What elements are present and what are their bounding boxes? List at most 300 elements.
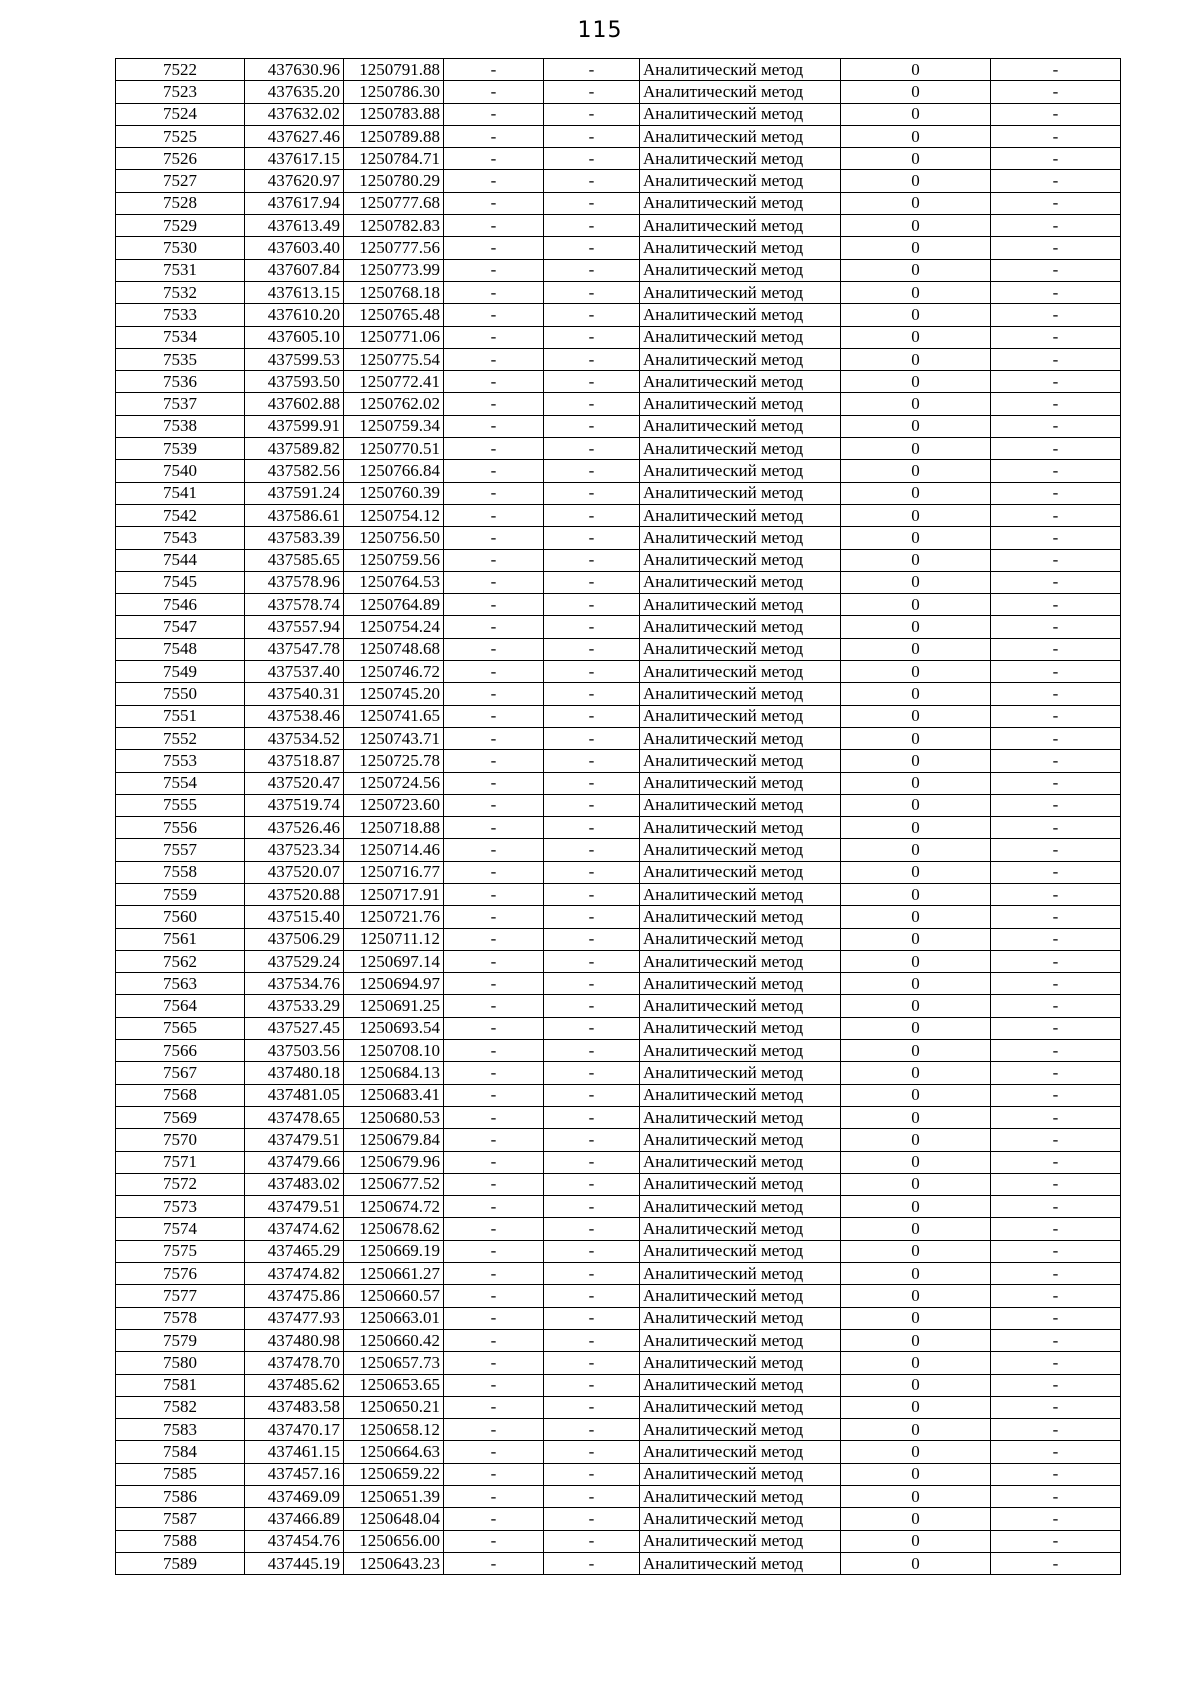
dash-cell: - bbox=[544, 393, 640, 415]
x-coordinate-cell: 437465.29 bbox=[245, 1240, 344, 1262]
dash-cell: - bbox=[544, 549, 640, 571]
y-coordinate-cell: 1250743.71 bbox=[344, 727, 444, 749]
x-coordinate-cell: 437533.29 bbox=[245, 995, 344, 1017]
x-coordinate-cell: 437474.82 bbox=[245, 1263, 344, 1285]
dash-cell: - bbox=[991, 705, 1121, 727]
dash-cell: - bbox=[991, 661, 1121, 683]
table-row bbox=[116, 1017, 1121, 1039]
point-number-cell: 7529 bbox=[116, 215, 245, 237]
table-row bbox=[116, 1419, 1121, 1441]
dash-cell: - bbox=[444, 1463, 544, 1485]
dash-cell: - bbox=[444, 1084, 544, 1106]
dash-cell: - bbox=[544, 1329, 640, 1351]
dash-cell: - bbox=[544, 215, 640, 237]
dash-cell: - bbox=[444, 638, 544, 660]
table-row bbox=[116, 1307, 1121, 1329]
dash-cell: - bbox=[444, 348, 544, 370]
dash-cell: - bbox=[444, 950, 544, 972]
method-cell: Аналитический метод bbox=[640, 1084, 841, 1106]
dash-cell: - bbox=[444, 393, 544, 415]
point-number-cell: 7546 bbox=[116, 594, 245, 616]
table-row bbox=[116, 1552, 1121, 1574]
dash-cell: - bbox=[991, 460, 1121, 482]
x-coordinate-cell: 437454.76 bbox=[245, 1530, 344, 1552]
x-coordinate-cell: 437602.88 bbox=[245, 393, 344, 415]
dash-cell: - bbox=[991, 527, 1121, 549]
y-coordinate-cell: 1250697.14 bbox=[344, 950, 444, 972]
dash-cell: - bbox=[991, 1285, 1121, 1307]
value-cell: 0 bbox=[841, 326, 991, 348]
method-cell: Аналитический метод bbox=[640, 304, 841, 326]
point-number-cell: 7587 bbox=[116, 1508, 245, 1530]
dash-cell: - bbox=[444, 861, 544, 883]
point-number-cell: 7559 bbox=[116, 883, 245, 905]
value-cell: 0 bbox=[841, 438, 991, 460]
x-coordinate-cell: 437603.40 bbox=[245, 237, 344, 259]
dash-cell: - bbox=[991, 148, 1121, 170]
dash-cell: - bbox=[444, 1307, 544, 1329]
dash-cell: - bbox=[444, 170, 544, 192]
dash-cell: - bbox=[544, 1552, 640, 1574]
y-coordinate-cell: 1250764.53 bbox=[344, 571, 444, 593]
y-coordinate-cell: 1250745.20 bbox=[344, 683, 444, 705]
dash-cell: - bbox=[991, 1263, 1121, 1285]
dash-cell: - bbox=[444, 1329, 544, 1351]
y-coordinate-cell: 1250768.18 bbox=[344, 281, 444, 303]
y-coordinate-cell: 1250674.72 bbox=[344, 1196, 444, 1218]
dash-cell: - bbox=[544, 571, 640, 593]
dash-cell: - bbox=[544, 1374, 640, 1396]
y-coordinate-cell: 1250660.42 bbox=[344, 1329, 444, 1351]
dash-cell: - bbox=[444, 1419, 544, 1441]
x-coordinate-cell: 437617.94 bbox=[245, 192, 344, 214]
method-cell: Аналитический метод bbox=[640, 281, 841, 303]
dash-cell: - bbox=[444, 103, 544, 125]
method-cell: Аналитический метод bbox=[640, 861, 841, 883]
y-coordinate-cell: 1250780.29 bbox=[344, 170, 444, 192]
method-cell: Аналитический метод bbox=[640, 259, 841, 281]
y-coordinate-cell: 1250657.73 bbox=[344, 1352, 444, 1374]
dash-cell: - bbox=[444, 594, 544, 616]
y-coordinate-cell: 1250773.99 bbox=[344, 259, 444, 281]
x-coordinate-cell: 437578.96 bbox=[245, 571, 344, 593]
method-cell: Аналитический метод bbox=[640, 1352, 841, 1374]
value-cell: 0 bbox=[841, 1486, 991, 1508]
dash-cell: - bbox=[444, 772, 544, 794]
x-coordinate-cell: 437613.15 bbox=[245, 281, 344, 303]
dash-cell: - bbox=[991, 1129, 1121, 1151]
x-coordinate-cell: 437527.45 bbox=[245, 1017, 344, 1039]
y-coordinate-cell: 1250694.97 bbox=[344, 973, 444, 995]
dash-cell: - bbox=[544, 371, 640, 393]
table-row bbox=[116, 772, 1121, 794]
value-cell: 0 bbox=[841, 415, 991, 437]
dash-cell: - bbox=[444, 1441, 544, 1463]
method-cell: Аналитический метод bbox=[640, 1062, 841, 1084]
dash-cell: - bbox=[544, 638, 640, 660]
dash-cell: - bbox=[991, 1463, 1121, 1485]
dash-cell: - bbox=[444, 148, 544, 170]
dash-cell: - bbox=[444, 817, 544, 839]
table-row bbox=[116, 1062, 1121, 1084]
dash-cell: - bbox=[544, 1530, 640, 1552]
dash-cell: - bbox=[991, 1106, 1121, 1128]
value-cell: 0 bbox=[841, 1062, 991, 1084]
dash-cell: - bbox=[444, 215, 544, 237]
value-cell: 0 bbox=[841, 170, 991, 192]
method-cell: Аналитический метод bbox=[640, 1329, 841, 1351]
method-cell: Аналитический метод bbox=[640, 504, 841, 526]
method-cell: Аналитический метод bbox=[640, 170, 841, 192]
dash-cell: - bbox=[544, 527, 640, 549]
value-cell: 0 bbox=[841, 1040, 991, 1062]
y-coordinate-cell: 1250718.88 bbox=[344, 817, 444, 839]
table-row bbox=[116, 1151, 1121, 1173]
y-coordinate-cell: 1250782.83 bbox=[344, 215, 444, 237]
point-number-cell: 7586 bbox=[116, 1486, 245, 1508]
point-number-cell: 7525 bbox=[116, 125, 245, 147]
x-coordinate-cell: 437620.97 bbox=[245, 170, 344, 192]
point-number-cell: 7547 bbox=[116, 616, 245, 638]
dash-cell: - bbox=[544, 1062, 640, 1084]
dash-cell: - bbox=[544, 1151, 640, 1173]
dash-cell: - bbox=[991, 1040, 1121, 1062]
table-row bbox=[116, 527, 1121, 549]
dash-cell: - bbox=[444, 683, 544, 705]
point-number-cell: 7554 bbox=[116, 772, 245, 794]
table-row bbox=[116, 1530, 1121, 1552]
dash-cell: - bbox=[991, 638, 1121, 660]
y-coordinate-cell: 1250786.30 bbox=[344, 81, 444, 103]
method-cell: Аналитический метод bbox=[640, 594, 841, 616]
x-coordinate-cell: 437483.02 bbox=[245, 1173, 344, 1195]
method-cell: Аналитический метод bbox=[640, 237, 841, 259]
x-coordinate-cell: 437479.66 bbox=[245, 1151, 344, 1173]
value-cell: 0 bbox=[841, 1307, 991, 1329]
point-number-cell: 7531 bbox=[116, 259, 245, 281]
dash-cell: - bbox=[444, 1151, 544, 1173]
value-cell: 0 bbox=[841, 103, 991, 125]
value-cell: 0 bbox=[841, 482, 991, 504]
dash-cell: - bbox=[991, 861, 1121, 883]
value-cell: 0 bbox=[841, 125, 991, 147]
x-coordinate-cell: 437607.84 bbox=[245, 259, 344, 281]
dash-cell: - bbox=[544, 1240, 640, 1262]
y-coordinate-cell: 1250777.68 bbox=[344, 192, 444, 214]
dash-cell: - bbox=[991, 1017, 1121, 1039]
x-coordinate-cell: 437534.76 bbox=[245, 973, 344, 995]
value-cell: 0 bbox=[841, 1106, 991, 1128]
dash-cell: - bbox=[444, 705, 544, 727]
x-coordinate-cell: 437479.51 bbox=[245, 1129, 344, 1151]
value-cell: 0 bbox=[841, 1263, 991, 1285]
x-coordinate-cell: 437483.58 bbox=[245, 1396, 344, 1418]
y-coordinate-cell: 1250748.68 bbox=[344, 638, 444, 660]
y-coordinate-cell: 1250759.34 bbox=[344, 415, 444, 437]
method-cell: Аналитический метод bbox=[640, 1374, 841, 1396]
method-cell: Аналитический метод bbox=[640, 1196, 841, 1218]
value-cell: 0 bbox=[841, 1218, 991, 1240]
dash-cell: - bbox=[991, 1240, 1121, 1262]
dash-cell: - bbox=[544, 817, 640, 839]
dash-cell: - bbox=[991, 326, 1121, 348]
point-number-cell: 7528 bbox=[116, 192, 245, 214]
x-coordinate-cell: 437478.65 bbox=[245, 1106, 344, 1128]
value-cell: 0 bbox=[841, 81, 991, 103]
y-coordinate-cell: 1250716.77 bbox=[344, 861, 444, 883]
value-cell: 0 bbox=[841, 794, 991, 816]
dash-cell: - bbox=[544, 192, 640, 214]
dash-cell: - bbox=[991, 1196, 1121, 1218]
dash-cell: - bbox=[444, 794, 544, 816]
table-row bbox=[116, 237, 1121, 259]
x-coordinate-cell: 437635.20 bbox=[245, 81, 344, 103]
value-cell: 0 bbox=[841, 683, 991, 705]
value-cell: 0 bbox=[841, 259, 991, 281]
dash-cell: - bbox=[444, 1285, 544, 1307]
dash-cell: - bbox=[444, 1352, 544, 1374]
x-coordinate-cell: 437478.70 bbox=[245, 1352, 344, 1374]
dash-cell: - bbox=[544, 727, 640, 749]
y-coordinate-cell: 1250771.06 bbox=[344, 326, 444, 348]
value-cell: 0 bbox=[841, 973, 991, 995]
point-number-cell: 7562 bbox=[116, 950, 245, 972]
dash-cell: - bbox=[444, 1530, 544, 1552]
dash-cell: - bbox=[444, 371, 544, 393]
value-cell: 0 bbox=[841, 1173, 991, 1195]
y-coordinate-cell: 1250648.04 bbox=[344, 1508, 444, 1530]
table-row bbox=[116, 750, 1121, 772]
point-number-cell: 7565 bbox=[116, 1017, 245, 1039]
x-coordinate-cell: 437519.74 bbox=[245, 794, 344, 816]
y-coordinate-cell: 1250664.63 bbox=[344, 1441, 444, 1463]
value-cell: 0 bbox=[841, 638, 991, 660]
table-row bbox=[116, 1463, 1121, 1485]
x-coordinate-cell: 437589.82 bbox=[245, 438, 344, 460]
dash-cell: - bbox=[544, 616, 640, 638]
value-cell: 0 bbox=[841, 661, 991, 683]
method-cell: Аналитический метод bbox=[640, 727, 841, 749]
method-cell: Аналитический метод bbox=[640, 326, 841, 348]
y-coordinate-cell: 1250775.54 bbox=[344, 348, 444, 370]
dash-cell: - bbox=[544, 839, 640, 861]
table-row bbox=[116, 281, 1121, 303]
value-cell: 0 bbox=[841, 883, 991, 905]
dash-cell: - bbox=[544, 281, 640, 303]
x-coordinate-cell: 437480.18 bbox=[245, 1062, 344, 1084]
dash-cell: - bbox=[444, 549, 544, 571]
point-number-cell: 7570 bbox=[116, 1129, 245, 1151]
dash-cell: - bbox=[544, 861, 640, 883]
dash-cell: - bbox=[544, 594, 640, 616]
x-coordinate-cell: 437515.40 bbox=[245, 906, 344, 928]
method-cell: Аналитический метод bbox=[640, 1285, 841, 1307]
dash-cell: - bbox=[544, 1352, 640, 1374]
dash-cell: - bbox=[444, 1508, 544, 1530]
point-number-cell: 7535 bbox=[116, 348, 245, 370]
dash-cell: - bbox=[544, 259, 640, 281]
value-cell: 0 bbox=[841, 1329, 991, 1351]
method-cell: Аналитический метод bbox=[640, 950, 841, 972]
table-row bbox=[116, 571, 1121, 593]
table-row bbox=[116, 1329, 1121, 1351]
dash-cell: - bbox=[444, 415, 544, 437]
method-cell: Аналитический метод bbox=[640, 661, 841, 683]
x-coordinate-cell: 437599.91 bbox=[245, 415, 344, 437]
dash-cell: - bbox=[544, 460, 640, 482]
dash-cell: - bbox=[991, 415, 1121, 437]
value-cell: 0 bbox=[841, 1530, 991, 1552]
point-number-cell: 7588 bbox=[116, 1530, 245, 1552]
dash-cell: - bbox=[444, 906, 544, 928]
page-number: 115 bbox=[577, 18, 623, 43]
method-cell: Аналитический метод bbox=[640, 393, 841, 415]
value-cell: 0 bbox=[841, 594, 991, 616]
dash-cell: - bbox=[544, 1129, 640, 1151]
method-cell: Аналитический метод bbox=[640, 415, 841, 437]
point-number-cell: 7574 bbox=[116, 1218, 245, 1240]
value-cell: 0 bbox=[841, 1508, 991, 1530]
method-cell: Аналитический метод bbox=[640, 995, 841, 1017]
dash-cell: - bbox=[544, 1106, 640, 1128]
dash-cell: - bbox=[544, 950, 640, 972]
table-row bbox=[116, 928, 1121, 950]
x-coordinate-cell: 437557.94 bbox=[245, 616, 344, 638]
dash-cell: - bbox=[444, 1040, 544, 1062]
dash-cell: - bbox=[544, 883, 640, 905]
dash-cell: - bbox=[991, 1084, 1121, 1106]
dash-cell: - bbox=[544, 794, 640, 816]
value-cell: 0 bbox=[841, 148, 991, 170]
dash-cell: - bbox=[444, 1129, 544, 1151]
method-cell: Аналитический метод bbox=[640, 638, 841, 660]
point-number-cell: 7538 bbox=[116, 415, 245, 437]
table-row bbox=[116, 125, 1121, 147]
dash-cell: - bbox=[991, 1352, 1121, 1374]
table-row bbox=[116, 192, 1121, 214]
table-row bbox=[116, 973, 1121, 995]
point-number-cell: 7536 bbox=[116, 371, 245, 393]
table-row bbox=[116, 348, 1121, 370]
dash-cell: - bbox=[991, 683, 1121, 705]
dash-cell: - bbox=[544, 170, 640, 192]
y-coordinate-cell: 1250669.19 bbox=[344, 1240, 444, 1262]
table-body bbox=[116, 59, 1121, 1575]
y-coordinate-cell: 1250723.60 bbox=[344, 794, 444, 816]
x-coordinate-cell: 437518.87 bbox=[245, 750, 344, 772]
y-coordinate-cell: 1250679.96 bbox=[344, 1151, 444, 1173]
point-number-cell: 7530 bbox=[116, 237, 245, 259]
table-row bbox=[116, 148, 1121, 170]
value-cell: 0 bbox=[841, 1017, 991, 1039]
method-cell: Аналитический метод bbox=[640, 81, 841, 103]
y-coordinate-cell: 1250653.65 bbox=[344, 1374, 444, 1396]
dash-cell: - bbox=[544, 237, 640, 259]
y-coordinate-cell: 1250714.46 bbox=[344, 839, 444, 861]
dash-cell: - bbox=[544, 683, 640, 705]
method-cell: Аналитический метод bbox=[640, 794, 841, 816]
point-number-cell: 7568 bbox=[116, 1084, 245, 1106]
dash-cell: - bbox=[544, 1084, 640, 1106]
y-coordinate-cell: 1250708.10 bbox=[344, 1040, 444, 1062]
point-number-cell: 7566 bbox=[116, 1040, 245, 1062]
y-coordinate-cell: 1250659.22 bbox=[344, 1463, 444, 1485]
point-number-cell: 7567 bbox=[116, 1062, 245, 1084]
point-number-cell: 7532 bbox=[116, 281, 245, 303]
method-cell: Аналитический метод bbox=[640, 1218, 841, 1240]
method-cell: Аналитический метод bbox=[640, 616, 841, 638]
table-row bbox=[116, 1352, 1121, 1374]
value-cell: 0 bbox=[841, 460, 991, 482]
method-cell: Аналитический метод bbox=[640, 1151, 841, 1173]
point-number-cell: 7550 bbox=[116, 683, 245, 705]
method-cell: Аналитический метод bbox=[640, 438, 841, 460]
y-coordinate-cell: 1250759.56 bbox=[344, 549, 444, 571]
table-row bbox=[116, 1486, 1121, 1508]
dash-cell: - bbox=[444, 281, 544, 303]
dash-cell: - bbox=[991, 772, 1121, 794]
value-cell: 0 bbox=[841, 839, 991, 861]
dash-cell: - bbox=[991, 237, 1121, 259]
y-coordinate-cell: 1250677.52 bbox=[344, 1173, 444, 1195]
x-coordinate-cell: 437466.89 bbox=[245, 1508, 344, 1530]
point-number-cell: 7544 bbox=[116, 549, 245, 571]
y-coordinate-cell: 1250777.56 bbox=[344, 237, 444, 259]
method-cell: Аналитический метод bbox=[640, 460, 841, 482]
dash-cell: - bbox=[544, 1285, 640, 1307]
dash-cell: - bbox=[991, 281, 1121, 303]
y-coordinate-cell: 1250721.76 bbox=[344, 906, 444, 928]
y-coordinate-cell: 1250724.56 bbox=[344, 772, 444, 794]
method-cell: Аналитический метод bbox=[640, 371, 841, 393]
dash-cell: - bbox=[544, 326, 640, 348]
dash-cell: - bbox=[444, 304, 544, 326]
dash-cell: - bbox=[991, 1173, 1121, 1195]
table-row bbox=[116, 482, 1121, 504]
table-row bbox=[116, 103, 1121, 125]
table-row bbox=[116, 594, 1121, 616]
y-coordinate-cell: 1250784.71 bbox=[344, 148, 444, 170]
dash-cell: - bbox=[544, 1486, 640, 1508]
x-coordinate-cell: 437479.51 bbox=[245, 1196, 344, 1218]
value-cell: 0 bbox=[841, 616, 991, 638]
method-cell: Аналитический метод bbox=[640, 1307, 841, 1329]
dash-cell: - bbox=[444, 1062, 544, 1084]
x-coordinate-cell: 437445.19 bbox=[245, 1552, 344, 1574]
point-number-cell: 7555 bbox=[116, 794, 245, 816]
point-number-cell: 7551 bbox=[116, 705, 245, 727]
table-row bbox=[116, 1129, 1121, 1151]
dash-cell: - bbox=[544, 304, 640, 326]
x-coordinate-cell: 437485.62 bbox=[245, 1374, 344, 1396]
x-coordinate-cell: 437586.61 bbox=[245, 504, 344, 526]
dash-cell: - bbox=[444, 1173, 544, 1195]
dash-cell: - bbox=[991, 81, 1121, 103]
dash-cell: - bbox=[444, 616, 544, 638]
method-cell: Аналитический метод bbox=[640, 1486, 841, 1508]
dash-cell: - bbox=[544, 1218, 640, 1240]
value-cell: 0 bbox=[841, 371, 991, 393]
method-cell: Аналитический метод bbox=[640, 1173, 841, 1195]
table-row bbox=[116, 170, 1121, 192]
point-number-cell: 7548 bbox=[116, 638, 245, 660]
table-row bbox=[116, 1441, 1121, 1463]
value-cell: 0 bbox=[841, 1240, 991, 1262]
y-coordinate-cell: 1250679.84 bbox=[344, 1129, 444, 1151]
point-number-cell: 7537 bbox=[116, 393, 245, 415]
point-number-cell: 7557 bbox=[116, 839, 245, 861]
method-cell: Аналитический метод bbox=[640, 1530, 841, 1552]
